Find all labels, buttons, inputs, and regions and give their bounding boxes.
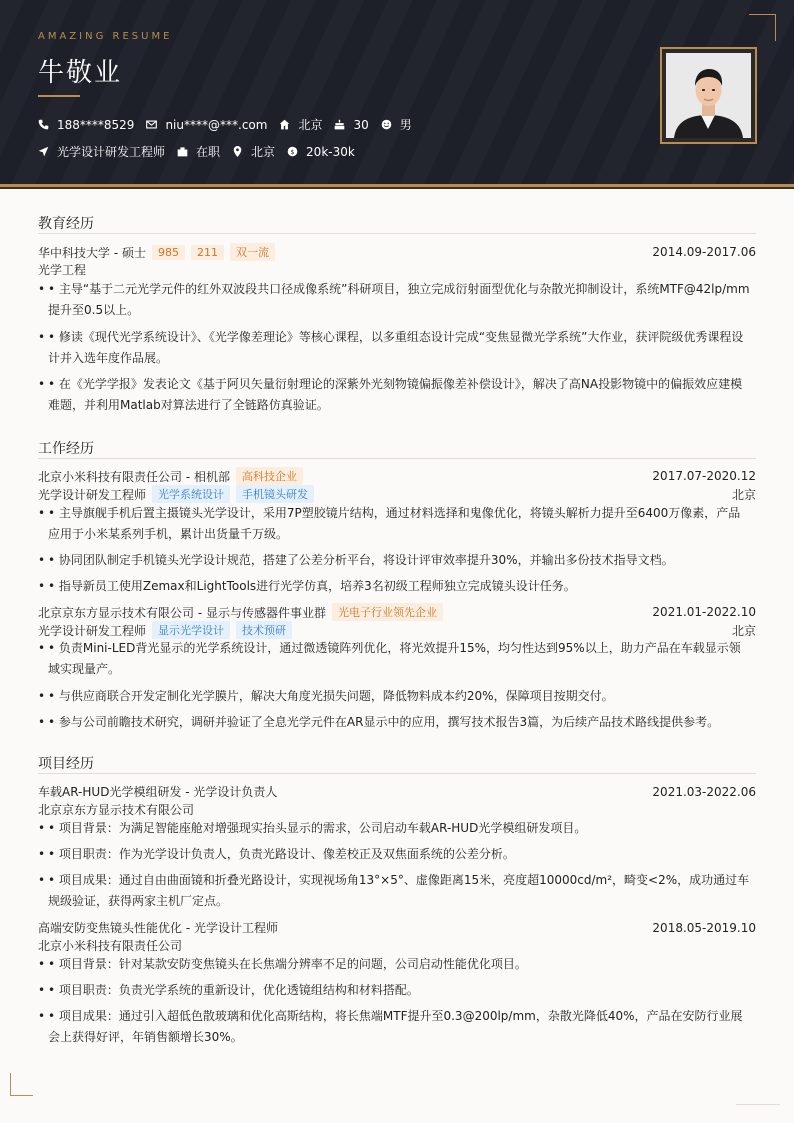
education-bullet: • • 修读《现代光学系统设计》、《光学像差理论》等核心课程，以多重组态设计完成“变焦显微光学系统”大作业，获评院级优秀课程设计并入选年度作品展。 [38,330,744,365]
project-bullet: • • 项目职责：作为光学设计负责人，负责光路设计、像差校正及双焦面系统的公差分析。 [38,847,515,861]
project-org: 北京小米科技有限责任公司 [38,939,183,953]
home-icon [279,119,290,130]
major: 光学工程 [38,263,87,277]
email-text: niu****@***.com [165,117,268,132]
name-underline [38,95,80,97]
job-position-row [38,485,756,503]
education-bullet: • • 在《光学学报》发表论文《基于阿贝矢量衍射理论的深紫外光刻物镜偏振像差补偿设计》，解决了高NA投影物镜中的偏振效应建模难题，并利用Matlab对算法进行了全链路仿真验证。 [38,377,743,412]
company-name: 北京京东方显示技术有限公司 - 显示与传感器件事业群 [38,605,326,620]
job-bullet: • • 参与公司前瞻技术研究，调研并验证了全息光学元件在AR显示中的应用，撰写技术报告3篇，为后续产品技术路线提供参考。 [38,715,720,729]
money-icon [287,146,298,157]
contact-row [38,116,424,133]
project-bullet: • • 项目背景：针对某款安防变焦镜头在长焦端分辨率不足的问题，公司启动性能优化项目。 [38,957,527,971]
school-tag: 211 [191,245,224,260]
header-dark-rule [0,187,794,189]
school-name: 华中科技大学 - 硕士 [38,245,146,260]
cake-icon [334,119,345,130]
job-intent-row [38,143,367,160]
candidate-name: 牛敬业 [38,58,123,88]
phone-icon [38,119,49,130]
project-header-row [38,783,756,800]
city-item [279,116,322,133]
smile-icon [381,119,392,130]
project-org-row [38,801,756,818]
project-org: 北京京东方显示技术有限公司 [38,803,195,817]
job-bullet: • • 主导旗舰手机后置主摄镜头光学设计，采用7P塑胶镜片结构，通过材料选择和鬼像优化，将镜头解析力提升至6400万像素，产品应用于小米某系列手机，累计出货量千万级。 [38,506,741,541]
city-text: 北京 [298,118,323,132]
education-major-row [38,261,756,278]
job-position: 光学设计研发工程师 [38,623,147,638]
job-position-row [38,621,756,639]
location-pin-icon [232,146,243,157]
company-tag: 高科技企业 [236,467,303,485]
mail-icon [146,119,157,130]
job-bullet: • • 与供应商联合开发定制化光学膜片，解决大角度光损失问题，降低物料成本约20%，保障项目按期交付。 [38,689,614,703]
svg-text:$: $ [290,148,295,156]
project-org-row [38,937,756,954]
job-bullet: • • 协同团队制定手机镜头光学设计规范，搭建了公差分析平台，将设计评审效率提升30%，并输出多份技术指导文档。 [38,553,674,567]
position-tag: 手机镜头研发 [236,485,314,503]
section-divider [38,458,756,459]
tagline: AMAZING RESUME [38,31,173,42]
company-tag: 光电子行业领先企业 [332,603,443,621]
project-bullet: • • 项目成果：通过自由曲面镜和折叠光路设计，实现视场角13°×5°、虚像距离15米，亮度超10000cd/m²，畸变<2%，成功通过车规级验证，获得两家主机厂定点。 [38,873,750,908]
education-section-title: 教育经历 [38,216,94,232]
project-header-row [38,919,756,936]
age-text: 30 [353,117,369,132]
profile-photo [666,53,751,138]
position-tag: 光学系统设计 [152,485,230,503]
project-name: 车载AR-HUD光学模组研发 - 光学设计负责人 [38,785,278,799]
education-header-row [38,243,756,261]
job-company-row [38,467,756,485]
status-item [177,143,220,160]
email-item [146,118,267,132]
footer-rule [736,1104,780,1105]
phone-item [38,118,134,132]
job-bullet: • • 指导新员工使用Zemax和LightTools进行光学仿真，培养3名初级工程师独立完成镜头设计任务。 [38,579,576,593]
project-bullet: • • 项目背景：为满足智能座舱对增强现实抬头显示的需求，公司启动车载AR-HUD光学模组研发项目。 [38,821,587,835]
salary-item [287,145,355,159]
work-section-title: 工作经历 [38,441,94,457]
job-bullet: • • 负责Mini-LED背光显示的光学系统设计，通过微透镜阵列优化，将光效提升15%，均匀性达到95%以上，助力产品在车载显示领域实现量产。 [38,641,741,676]
section-divider [38,773,756,774]
resume-header [0,0,794,184]
corner-ornament [10,1073,33,1096]
project-dates: 2021.03-2022.06 [652,784,756,799]
job-position: 光学设计研发工程师 [38,487,147,502]
section-divider [38,233,756,234]
target-job-text: 光学设计研发工程师 [57,145,166,159]
school-tag: 985 [152,245,185,260]
project-bullet: • • 项目职责：负责光学系统的重新设计，优化透镜组结构和材料搭配。 [38,983,419,997]
education-bullet: • • 主导“基于二元光学元件的红外双波段共口径成像系统”科研项目，独立完成衍射面型优化与杂散光抑制设计，系统MTF@42lp/mm提升至0.5以上。 [38,282,750,317]
phone-text: 188****8529 [57,117,135,132]
gender-text: 男 [399,118,412,132]
job-location: 北京 [731,487,756,502]
corner-ornament [749,14,776,41]
gender-item [381,116,412,133]
job-dates: 2021.01-2022.10 [652,605,756,619]
target-city-item [232,143,275,160]
salary-text: 20k-30k [306,144,355,159]
company-name: 北京小米科技有限责任公司 - 相机部 [38,469,230,484]
project-dates: 2018.05-2019.10 [652,920,756,935]
job-location: 北京 [731,623,756,638]
school-tag: 双一流 [230,243,275,261]
job-company-row [38,603,756,621]
position-tag: 技术预研 [236,621,292,639]
job-dates: 2017.07-2020.12 [652,469,756,483]
profile-photo-frame [660,47,757,144]
send-icon [38,146,49,157]
age-item [334,118,368,132]
briefcase-icon [177,146,188,157]
project-name: 高端安防变焦镜头性能优化 - 光学设计工程师 [38,921,278,935]
status-text: 在职 [196,145,221,159]
project-bullet: • • 项目成果：通过引入超低色散玻璃和优化高斯结构，将长焦端MTF提升至0.3@200lp/mm，杂散光降低40%，产品在安防行业展会上获得好评，年销售额增长30%。 [38,1009,743,1044]
education-dates: 2014.09-2017.06 [652,245,756,259]
target-job-item [38,143,165,160]
projects-section-title: 项目经历 [38,756,94,772]
position-tag: 显示光学设计 [152,621,230,639]
target-city-text: 北京 [251,145,276,159]
